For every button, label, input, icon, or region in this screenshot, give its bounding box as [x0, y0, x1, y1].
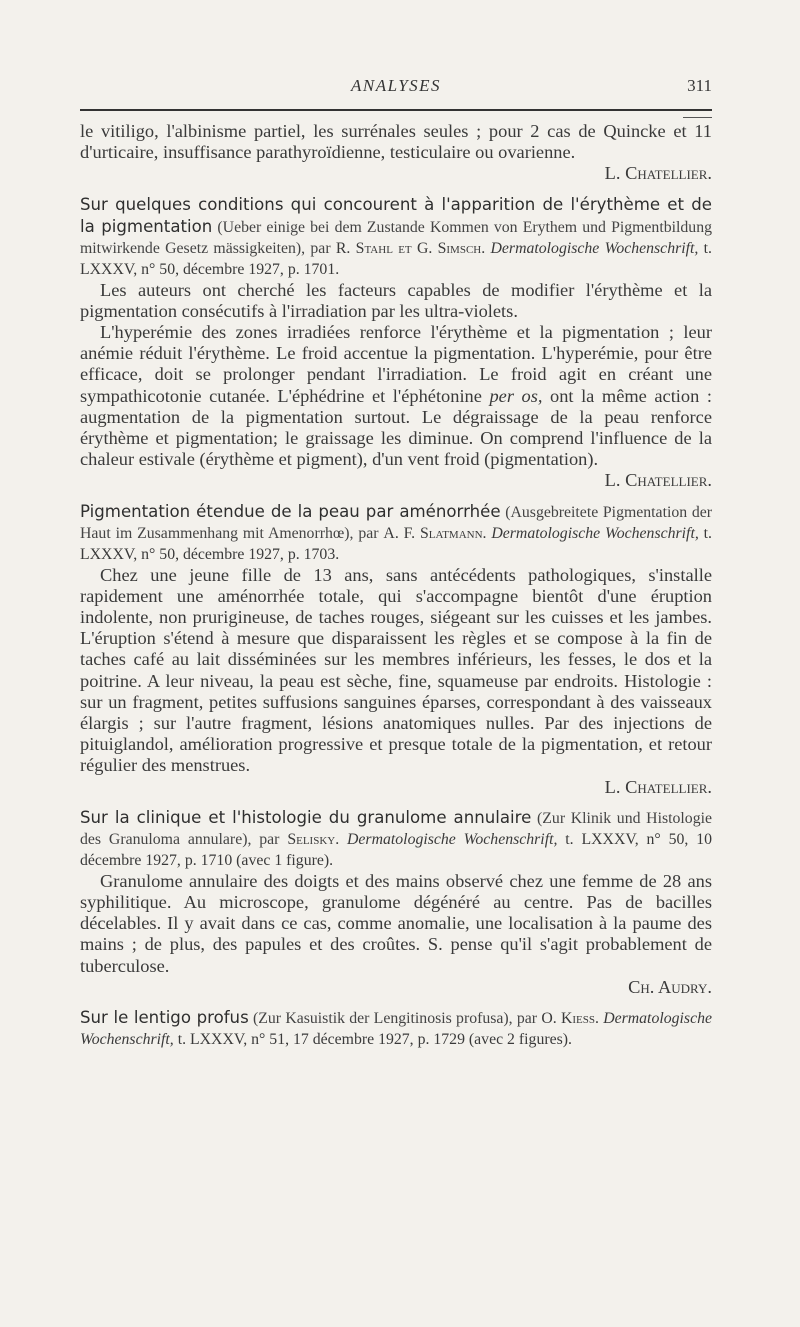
article-journal: Dermatologische Wochenschrift,: [80, 1010, 712, 1049]
article-reference-tail: t. LXXXV, n° 50, 10 décembre 1927, p. 1710 (avec 1 figure).: [80, 830, 712, 869]
page-body: [80, 121, 712, 1050]
article-heading: [80, 1007, 712, 1050]
article-journal: Dermatologische Wochenschrift,: [491, 524, 699, 542]
article-title: Pigmentation étendue de la peau par aménorrhée: [80, 501, 501, 521]
running-title: ANALYSES: [350, 76, 442, 95]
article-authors: O. Kiess.: [541, 1010, 599, 1028]
article-reference: (Ueber einige bei dem Zustande Kommen von Erythem und Pigmentbildung mitwirkende Gesetz mässigkeiten), par: [80, 218, 712, 257]
article-reference-tail: t. LXXXV, n° 50, décembre 1927, p. 1703.: [80, 524, 712, 563]
article-heading: [80, 501, 712, 565]
paragraph-italic: per os,: [489, 385, 543, 406]
article-title: Sur quelques conditions qui concourent à l'apparition de l'érythème et de la pigmentation: [80, 194, 712, 236]
signature: Ch. Audry.: [628, 976, 712, 997]
paragraph-text: L'hyperémie des zones irradiées renforce l'érythème et la pigmentation ; leur anémie réduit l'érythème. Le froid accentue la pigmentation. L'hyperémie, pour être efficace, doit se prolonger pendant l'irradiation. Le froid agit en créant une sympathicotonie cutanée. L'éphédrine et l'éphétonine: [80, 322, 712, 406]
article-authors: A. F. Slatmann.: [383, 524, 487, 542]
article-pigmentation-amenorrhee: [80, 501, 712, 798]
signature: L. Chatellier.: [604, 470, 712, 491]
paragraph-text: ont la même action : augmentation de la pigmentation surtout. Le dégraissage de la peau renforce érythème et pigmentation; le graissage les diminue. On comprend l'influence de la chaleur estivale (érythème et pigment), d'un vent froid (pigmentation).: [80, 385, 712, 470]
article-title: Sur la clinique et l'histologie du granulome annulaire: [80, 807, 532, 827]
signature: L. Chatellier.: [604, 776, 712, 797]
header-rule-short: [683, 117, 712, 118]
article-heading: [80, 194, 712, 280]
article-journal: Dermatologische Wochenschrift,: [490, 239, 699, 257]
running-head: [80, 76, 712, 100]
article-title: Sur le lentigo profus: [80, 1008, 249, 1028]
article-reference-tail: t. LXXXV, n° 50, décembre 1927, p. 1701.: [80, 239, 713, 278]
article-authors: Selisky.: [287, 830, 340, 848]
article-paragraph: Les auteurs ont cherché les facteurs capables de modifier l'érythème et la pigmentation consécutifs à l'irradiation par les ultra-violets.: [80, 279, 712, 321]
article-paragraph: Chez une jeune fille de 13 ans, sans antécédents pathologiques, s'installe rapidement une aménorrhée totale, qui s'accompagne bientôt d'une éruption indolente, non prurigineuse, de taches rouges, siégeant sur les cuisses et les jambes. L'éruption s'étend à mesure que disparaissent les règles et se compose à la fin de taches café au lait disséminées sur les membres inférieurs, les fesses, le dos et la poitrine. A leur niveau, la peau est sèche, fine, squameuse par endroits. Histologie : sur un fragment, petites suffusions sanguines éparses, correspondant à des vaisseaux élargis ; sur l'autre fragment, lésions anatomiques nulles. Par des injections de pituiglandol, amélioration progressive et presque totale de la pigmentation, et retour régulier des menstrues.: [80, 564, 712, 776]
signature: L. Chatellier.: [604, 163, 712, 184]
article-reference-tail: t. LXXXV, n° 51, 17 décembre 1927, p. 1729 (avec 2 figures).: [177, 1031, 572, 1049]
article-reference: (Ausgebreitete Pigmentation der Haut im Zusammenhang mit Amenorrhœ), par: [80, 503, 712, 542]
article-paragraph: [80, 322, 712, 470]
article-erytheme-pigmentation: [80, 194, 712, 492]
article-reference: (Zur Kasuistik der Lengitinosis profusa), par: [253, 1010, 538, 1028]
article-lentigo-profus: [80, 1007, 712, 1050]
header-rule: [80, 109, 712, 111]
continuation-text: le vitiligo, l'albinisme partiel, les surrénales seules ; pour 2 cas de Quincke et 11 d'urticaire, insuffisance parathyroïdienne, testiculaire ou ovarienne.: [80, 121, 712, 163]
article-reference: (Zur Klinik und Histologie des Granuloma annulare), par: [80, 809, 712, 848]
article-journal: Dermatologische Wochenschrift,: [347, 830, 558, 848]
article-authors: R. Stahl et G. Simsch.: [335, 239, 486, 257]
article-paragraph: Granulome annulaire des doigts et des mains observé chez une femme de 28 ans syphilitique. Au microscope, granulome dégénéré au centre. Pas de bacilles décelables. Il y avait dans ce cas, comme anomalie, une localisation à la paume des mains ; de plus, des papules et des croûtes. S. pense qu'il s'agit probablement de tuberculose.: [80, 870, 712, 976]
article-heading: [80, 807, 712, 871]
page-number: 311: [687, 76, 712, 95]
article-granulome-annulaire: [80, 807, 712, 998]
